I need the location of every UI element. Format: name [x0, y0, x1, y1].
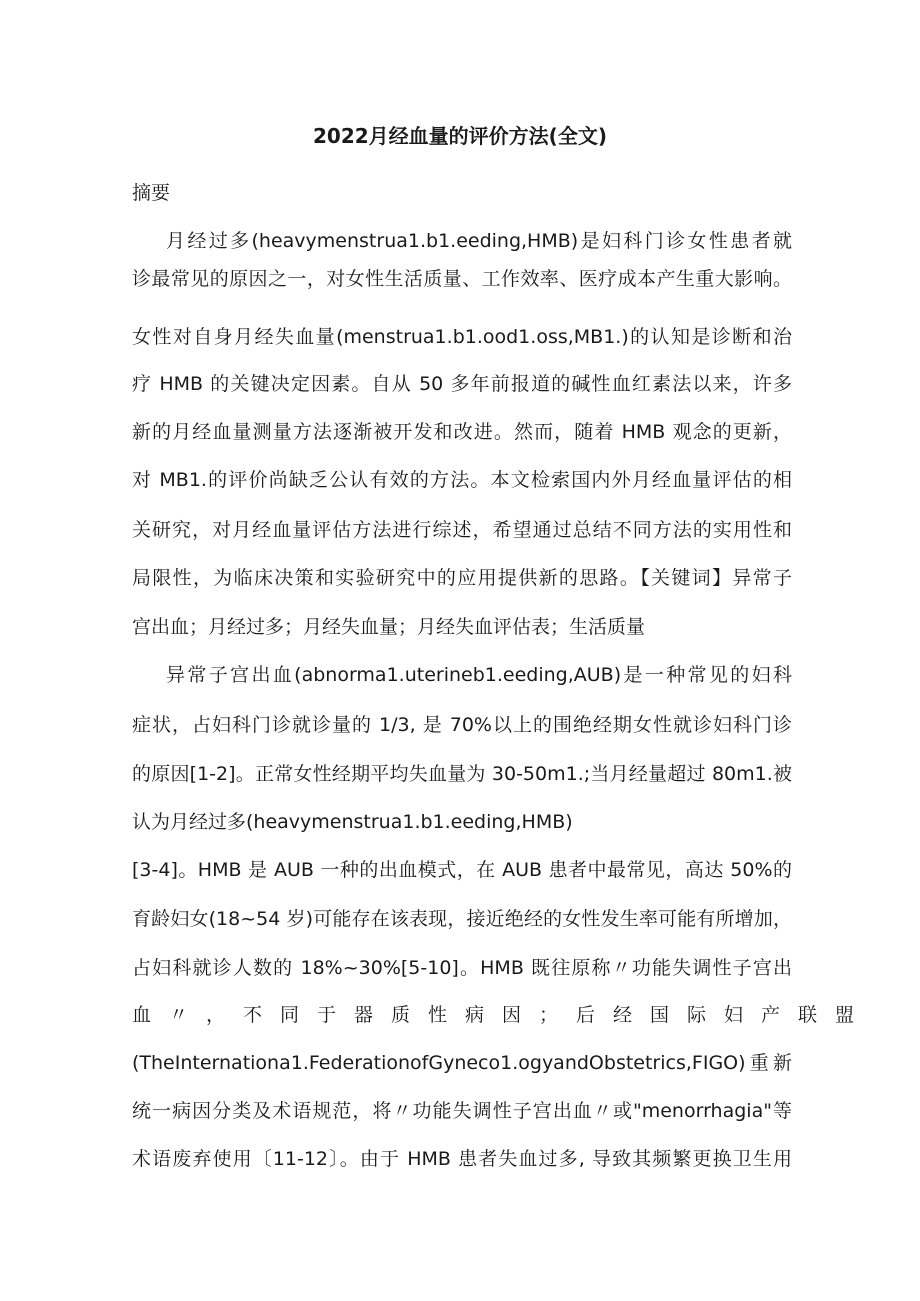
abstract-line: 局限性，为临床决策和实验研究中的应用提供新的思路。【关键词】异常子	[132, 567, 792, 589]
abstract-line: 关研究，对月经血量评估方法进行综述，希望通过总结不同方法的实用性和	[132, 519, 792, 541]
body-line: 血〃，不同于器质性病因；后经国际妇产联盟	[132, 1004, 873, 1026]
body-line: 育龄妇女(18~54 岁)可能存在该表现，接近绝经的女性发生率可能有所增加，	[132, 908, 792, 930]
document-title: 2022月经血量的评价方法(全文)	[313, 124, 607, 148]
abstract-line: 疗 HMB 的关键决定因素。自从 50 多年前报道的碱性血红素法以来，许多	[132, 373, 792, 395]
abstract-line: 新的月经血量测量方法逐渐被开发和改进。然而，随着 HMB 观念的更新，	[132, 421, 792, 443]
abstract-line: 诊最常见的原因之一，对女性生活质量、工作效率、医疗成本产生重大影响。	[132, 268, 792, 290]
body-line: 的原因[1-2]。正常女性经期平均失血量为 30-50m1.;当月经量超过 80m1.被	[132, 763, 792, 785]
abstract-line: 女性对自身月经失血量(menstrua1.b1.ood1.oss,MB1.)的认知是诊断和治	[132, 326, 792, 348]
body-line: 术语废弃使用〔11-12〕。由于 HMB 患者失血过多, 导致其频繁更换卫生用	[132, 1148, 792, 1170]
body-line: 症状，占妇科门诊就诊量的 1/3, 是 70%以上的围绝经期女性就诊妇科门诊	[132, 714, 792, 736]
abstract-line: 对 MB1.的评价尚缺乏公认有效的方法。本文检索国内外月经血量评估的相	[132, 469, 792, 491]
abstract-line: 宫出血；月经过多；月经失血量；月经失血评估表；生活质量	[132, 616, 646, 638]
body-line: 认为月经过多(heavymenstrua1.b1.eeding,HMB)	[132, 811, 573, 833]
body-line: [3-4]。HMB 是 AUB 一种的出血模式，在 AUB 患者中最常见，高达 50%的	[132, 859, 792, 881]
body-line: 统一病因分类及术语规范，将〃功能失调性子宫出血〃或"menorrhagia"等	[132, 1100, 792, 1122]
abstract-line: 月经过多(heavymenstrua1.b1.eeding,HMB)是妇科门诊女性患者就	[166, 230, 792, 252]
body-line: (TheInternationa1.FederationofGyneco1.ogyandObstetrics,FIGO)重新	[132, 1052, 792, 1074]
body-line: 异常子宫出血(abnorma1.uterineb1.eeding,AUB)是一种常见的妇科	[166, 664, 792, 686]
body-line: 占妇科就诊人数的 18%~30%[5-10]。HMB 既往原称〃功能失调性子宫出	[132, 957, 792, 979]
abstract-heading: 摘要	[132, 182, 171, 204]
